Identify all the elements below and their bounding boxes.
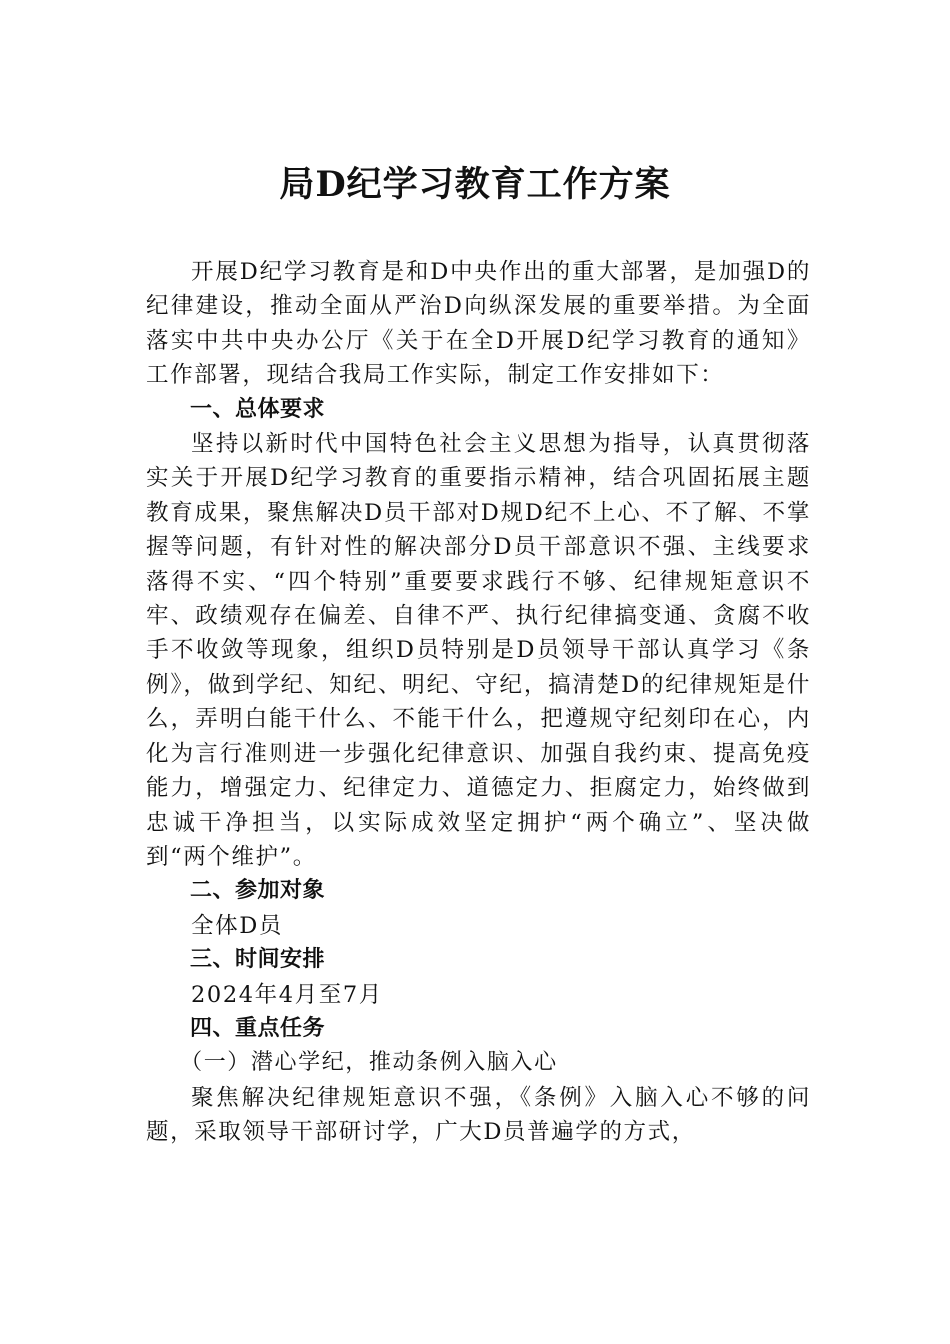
- document-body: [146, 255, 811, 1150]
- section-heading-general-requirements: 一、总体要求: [190, 396, 326, 422]
- section-heading-schedule: 三、时间安排: [190, 947, 326, 973]
- section-content-participants: 全体D员: [191, 912, 283, 939]
- section-content-key-tasks: 聚焦解决纪律规矩意识不强，《条例》入脑入心不够的问题，采取领导干部研讨学，广大D员普遍学的方式，: [146, 1084, 811, 1146]
- section-content-general-requirements: 坚持以新时代中国特色社会主义思想为指导，认真贯彻落实关于开展D纪学习教育的重要指示精神，结合巩固拓展主题教育成果，聚焦解决D员干部对D规D纪不上心、不了解、不掌握等问题，有针对性的解决部分D员干部意识不强、主线要求落得不实、“四个特别”重要要求践行不够、纪律规矩意识不牢、政绩观存在偏差、自律不严、执行纪律搞变通、贪腐不收手不收敛等现象，组织D员特别是D员领导干部认真学习《条例》，做到学纪、知纪、明纪、守纪，搞清楚D的纪律规矩是什么，弄明白能干什么、不能干什么，把遵规守纪刻印在心，内化为言行准则进一步强化纪律意识、加强自我约束、提高免疫能力，增强定力、纪律定力、道德定力、拒腐定力，始终做到忠诚干净担当，以实际成效坚定拥护“两个确立”、坚决做到“两个维护”。: [146, 431, 811, 870]
- document-title: 局D纪学习教育工作方案: [279, 164, 671, 205]
- subsection-heading-study-discipline: （一）潜心学纪，推动条例入脑入心: [180, 1050, 558, 1076]
- section-heading-participants: 二、参加对象: [190, 878, 326, 904]
- section-heading-key-tasks: 四、重点任务: [190, 1015, 326, 1041]
- section-content-schedule: 2024年4月至7月: [191, 981, 383, 1008]
- intro-paragraph: 开展D纪学习教育是和D中央作出的重大部署，是加强D的纪律建设，推动全面从严治D向纵深发展的重要举措。为全面落实中共中央办公厅《关于在全D开展D纪学习教育的通知》工作部署，现结合我局工作实际，制定工作安排如下：: [146, 259, 811, 389]
